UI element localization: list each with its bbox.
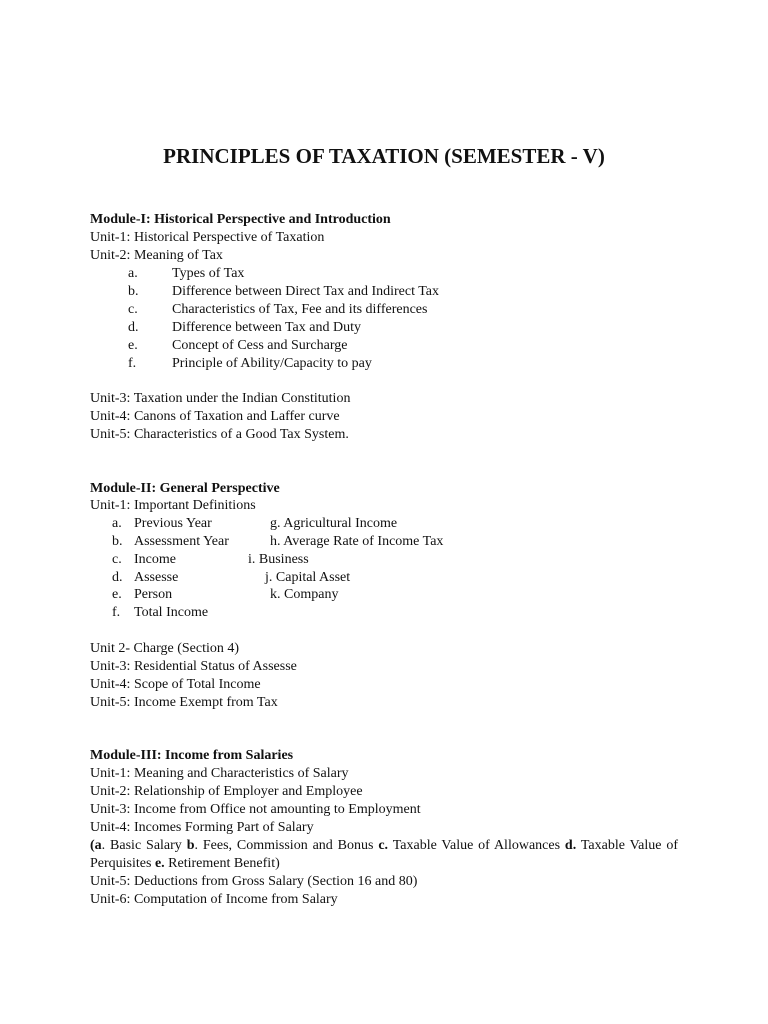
module-2-unit-5: Unit-5: Income Exempt from Tax [90,695,278,710]
module-2-unit-4: Unit-4: Scope of Total Income [90,677,261,692]
module-1-unit-2-item-d: d. Difference between Tax and Duty [128,320,361,335]
module-1-unit-2-item-a: a. Types of Tax [128,266,245,281]
page-title: PRINCIPLES OF TAXATION (SEMESTER - V) [163,144,605,168]
definition-item-b: b. Assessment Year [112,534,229,549]
module-1-unit-2-item-e: e. Concept of Cess and Surcharge [128,338,348,353]
module-1-unit-2-item-c: c. Characteristics of Tax, Fee and its differences [128,302,428,317]
module-1-unit-2-item-f: f. Principle of Ability/Capacity to pay [128,356,372,371]
definition-item-c: c. Income [112,552,176,567]
definition-item-e: e. Person [112,587,173,602]
module-3-unit-3: Unit-3: Income from Office not amounting to Employment [90,802,421,817]
module-3-unit-1: Unit-1: Meaning and Characteristics of Salary [90,766,349,781]
module-1-unit-2: Unit-2: Meaning of Tax [90,248,223,263]
module-3-heading: Module-III: Income from Salaries [90,748,294,763]
module-2-unit-3: Unit-3: Residential Status of Assesse [90,659,297,674]
definition-item-g: g. Agricultural Income [270,516,398,531]
salary-components-paragraph: (a. Basic Salary b. Fees, Commission and Bonus c. Taxable Value of Allowances d. Taxable Value of Perquisites e. Retirement Benefit) [90,838,678,871]
definition-item-d: d. Assesse [112,570,179,585]
module-1-unit-3: Unit-3: Taxation under the Indian Constitution [90,391,351,406]
module-1-unit-5: Unit-5: Characteristics of a Good Tax System. [90,427,349,442]
definition-item-k: k. Company [270,587,339,602]
definition-item-f: f. Total Income [112,605,209,620]
module-2-unit-1: Unit-1: Important Definitions [90,498,256,513]
module-2-unit-2: Unit 2- Charge (Section 4) [90,641,240,656]
module-1-unit-1: Unit-1: Historical Perspective of Taxation [90,230,325,245]
definition-item-j: j. Capital Asset [265,570,351,585]
module-1-unit-4: Unit-4: Canons of Taxation and Laffer curve [90,409,340,424]
definition-item-a: a. Previous Year [112,516,212,531]
module-3-unit-4: Unit-4: Incomes Forming Part of Salary [90,820,314,835]
module-1-unit-2-item-b: b. Difference between Direct Tax and Indirect Tax [128,284,440,299]
module-1-heading: Module-I: Historical Perspective and Introduction [90,212,391,227]
definition-item-h: h. Average Rate of Income Tax [270,534,444,549]
module-3-unit-5: Unit-5: Deductions from Gross Salary (Section 16 and 80) [90,874,418,889]
module-2-heading: Module-II: General Perspective [90,481,280,496]
definition-item-i: i. Business [248,552,309,567]
module-3-unit-6: Unit-6: Computation of Income from Salary [90,892,338,907]
module-3-unit-2: Unit-2: Relationship of Employer and Employee [90,784,363,799]
